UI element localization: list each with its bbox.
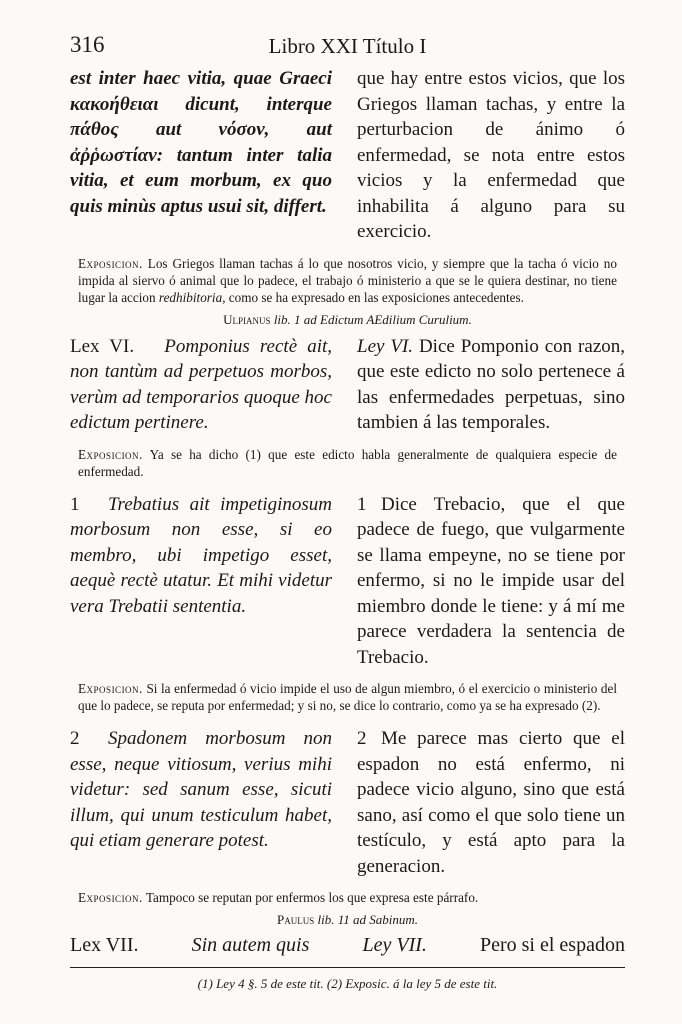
latin-text: est inter haec vitia, quae Graeci κακοήθειαι dicunt, interque πάθος aut νόσον, aut ἀῤῥωστίαν: tantum inter talia vitia, et eum morbum, ex quo quis minùs aptus usui sit, differt. [70,68,332,217]
exposition-text: Tampoco se reputan por enfermos los que expresa este párrafo. [145,890,479,905]
lex-vii [70,934,625,957]
ley-vi-spanish-text: Dice Pomponio con razon, que este edicto no solo pertenece á las enfermedades perpetuas, sino tambien á las temporales. [357,335,626,433]
paragraph-1-latin [70,492,332,671]
source-ref: lib. 11 ad Sabinum. [317,912,418,927]
exposition-2 [78,446,617,480]
exposition-tail: , como se ha expresado en las exposiciones antecedentes. [222,289,524,305]
spanish-text: que hay entre estos vicios, que los Griegos llaman tachas, y entre la perturbacion de ánimo ó enfermedad, se nota entre estos vicios y la enfermedad que inhabilita á alguno para su exercicio. [357,68,625,242]
block-continuation [70,66,625,245]
lex-vi-latin [70,334,332,436]
paragraph-2-spanish-text: Me parece mas cierto que el espadon no está enfermo, ni padece vicio alguno, sino que está sano, así como el que solo tiene un testículo, y está apto para la generacion. [357,728,625,877]
lex-vi-latin-text: Pomponius rectè ait, non tantùm ad perpetuos morbos, verùm ad temporarios quoque hoc edictum pertinere. [70,335,333,433]
exposition-label: Exposicion. [78,890,143,905]
exposition-label: Exposicion. [78,446,143,462]
ley-vii-label: Ley VII. [362,934,427,956]
source-author: Paulus [277,912,315,927]
page-header [70,28,625,62]
footnotes: (1) Ley 4 §. 5 de este tit. (2) Exposic. á la ley 5 de este tit. [197,976,498,991]
paragraph-2-latin-text: Spadonem morbosum non esse, neque vitiosum, verius mihi videtur: sed sanum esse, sicuti illum, qui unum testiculum habet, qui etiam generare potest. [70,728,332,851]
paragraph-number: 2 [70,728,80,749]
ley-vi-label: Ley VI. [357,335,414,357]
paragraph-number: 2 [357,728,367,749]
exposition-3 [78,680,617,714]
source-ref: lib. 1 ad Edictum AEdilium Curulium. [273,311,472,327]
ley-vi-spanish [357,334,625,436]
paragraph-2-spanish [357,726,625,879]
running-title: Libro XXI Título I [268,34,427,58]
exposition-text: Ya se ha dicho (1) que este edicto habla generalmente de qualquiera especie de enfermedad. [78,446,617,479]
footnote-divider [70,967,625,968]
book-page [70,28,625,992]
exposition-4 [78,889,617,906]
paragraph-2 [70,726,625,879]
source-author: Ulpianus [223,311,271,327]
lex-vi-label: Lex VI. [70,335,135,357]
exposition-1 [78,255,617,306]
lex-vii-latin-text: Sin autem quis [191,934,310,956]
lex-vi [70,334,625,436]
exposition-text: Los Griegos llaman tachas á lo que nosotros vicio, y siempre que la tacha ó vicio no impida al siervo ó animal que lo padece, el trabajo ó ministerio a que se le quiera destinar, no tiene lugar la accion [78,255,617,305]
lex-vii-label: Lex VII. [70,934,139,956]
source-citation-2 [70,912,625,928]
exposition-italic-term: redhibitoria [158,289,223,305]
ley-vii-spanish-text: Pero si el espadon [479,934,625,956]
paragraph-number: 1 [70,493,80,515]
exposition-label: Exposicion. [78,255,143,271]
paragraph-1-latin-text: Trebatius ait impetiginosum morbosum non esse, si eo membro, ubi impetigo esset, aequè rectè utatur. Et mihi videtur vera Trebatii sententia. [70,493,332,617]
paragraph-1-spanish-text: Dice Trebacio, que el que padece de fuego, que vulgarmente se llama empeyne, no se tiene por enfermo, si no le impide usar del miembro donde le tiene: y á mí me parece verdadera la sentencia de Trebacio. [357,493,625,668]
paragraph-1-spanish [357,492,625,671]
source-citation-1 [70,312,625,328]
paragraph-2-latin [70,726,332,879]
exposition-label: Exposicion. [78,681,143,696]
paragraph-1 [70,492,625,671]
page-number: 316 [70,32,105,57]
exposition-text: Si la enfermedad ó vicio impide el uso de algun miembro, ó el exercicio o ministerio del que lo padece, se reputa por enfermedad; y si no, se dice lo contrario, como ya se ha expresado (2). [78,681,617,713]
paragraph-number: 1 [357,493,367,515]
